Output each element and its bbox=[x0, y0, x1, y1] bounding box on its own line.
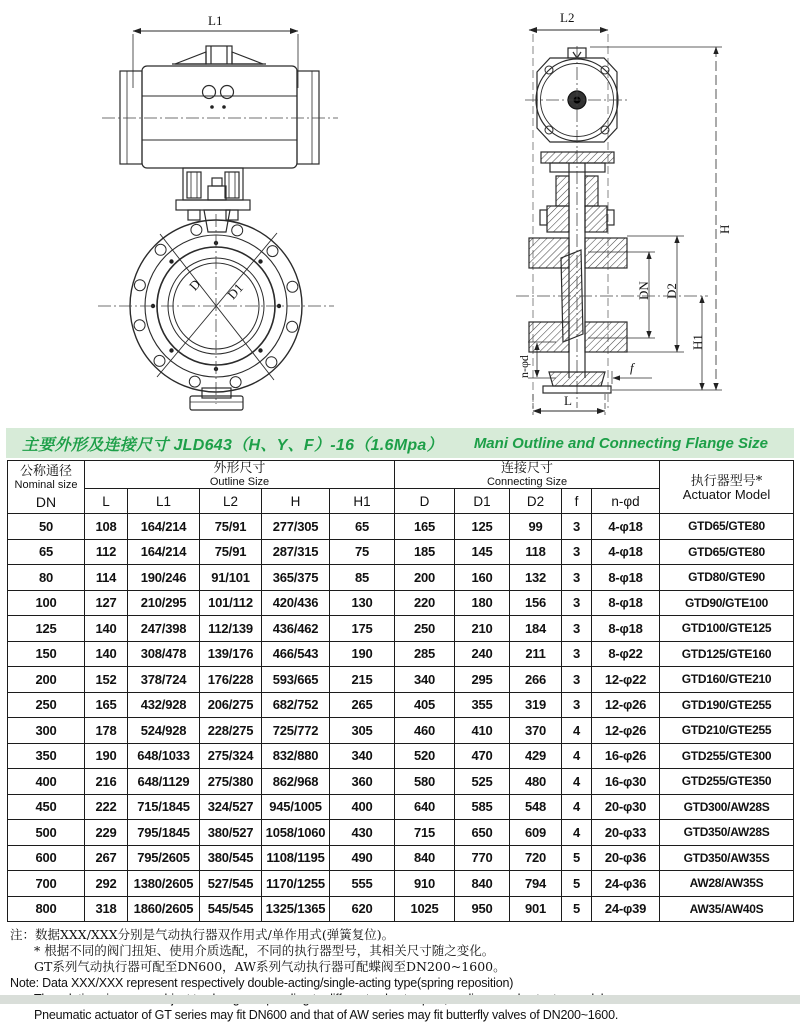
table-cell: 1325/1365 bbox=[262, 896, 330, 922]
table-cell: 555 bbox=[330, 871, 395, 897]
table-cell: 4 bbox=[562, 718, 592, 744]
cell-dn: 200 bbox=[8, 667, 85, 693]
table-cell: 190 bbox=[330, 641, 395, 667]
table-row bbox=[8, 871, 794, 897]
page-bottom-strip bbox=[0, 995, 800, 1004]
table-cell: 152 bbox=[85, 667, 128, 693]
table-cell: 75/91 bbox=[200, 539, 262, 565]
table-cell: 400 bbox=[330, 794, 395, 820]
cell-actuator-model: GTD80/GTE90 bbox=[660, 565, 794, 591]
table-cell: 720 bbox=[510, 845, 562, 871]
outline-size-cn: 外形尺寸 bbox=[213, 461, 266, 476]
col-header-l1: L1 bbox=[128, 489, 200, 514]
dim-label-f: f bbox=[630, 360, 634, 375]
table-cell: 210 bbox=[455, 616, 510, 642]
dim-label-d: D bbox=[185, 276, 204, 294]
table-cell: 480 bbox=[510, 769, 562, 795]
table-cell: 180 bbox=[455, 590, 510, 616]
table-cell: 285 bbox=[395, 641, 455, 667]
table-cell: 3 bbox=[562, 667, 592, 693]
table-cell: 185 bbox=[395, 539, 455, 565]
table-cell: 593/665 bbox=[262, 667, 330, 693]
table-cell: 5 bbox=[562, 845, 592, 871]
cell-actuator-model: GTD350/AW35S bbox=[660, 845, 794, 871]
table-cell: 650 bbox=[455, 820, 510, 846]
table-cell: 490 bbox=[330, 845, 395, 871]
cell-actuator-model: AW35/AW40S bbox=[660, 896, 794, 922]
valve-front-view-drawing bbox=[98, 13, 338, 410]
table-cell: 429 bbox=[510, 743, 562, 769]
note-cn-3: GT系列气动执行器可配至DN600，AW系列气动执行器可配蝶阀至DN200~1600。 bbox=[34, 959, 506, 974]
table-cell: 108 bbox=[85, 514, 128, 540]
col-group-outline-size bbox=[85, 461, 395, 489]
table-cell: 266 bbox=[510, 667, 562, 693]
table-cell: 1108/1195 bbox=[262, 845, 330, 871]
table-cell: 545/545 bbox=[200, 896, 262, 922]
cell-dn: 800 bbox=[8, 896, 85, 922]
nominal-size-cn: 公称通径 bbox=[19, 463, 72, 479]
cell-dn: 700 bbox=[8, 871, 85, 897]
table-cell: 16-φ30 bbox=[592, 769, 660, 795]
table-cell: 75 bbox=[330, 539, 395, 565]
col-header-h: H bbox=[262, 489, 330, 514]
table-cell: 4-φ18 bbox=[592, 539, 660, 565]
dimension-table-body bbox=[8, 514, 794, 922]
cell-actuator-model: GTD350/AW28S bbox=[660, 820, 794, 846]
table-cell: 648/1033 bbox=[128, 743, 200, 769]
table-cell: 99 bbox=[510, 514, 562, 540]
table-cell: 355 bbox=[455, 692, 510, 718]
cell-actuator-model: GTD65/GTE80 bbox=[660, 539, 794, 565]
table-cell: 648/1129 bbox=[128, 769, 200, 795]
table-cell: 410 bbox=[455, 718, 510, 744]
table-cell: 580 bbox=[395, 769, 455, 795]
table-cell: 910 bbox=[395, 871, 455, 897]
table-cell: 215 bbox=[330, 667, 395, 693]
table-row bbox=[8, 820, 794, 846]
table-cell: 118 bbox=[510, 539, 562, 565]
table-cell: 520 bbox=[395, 743, 455, 769]
table-cell: 319 bbox=[510, 692, 562, 718]
table-cell: 4 bbox=[562, 743, 592, 769]
outline-size-en: Outline Size bbox=[209, 476, 270, 488]
table-cell: 715/1845 bbox=[128, 794, 200, 820]
table-cell: 3 bbox=[562, 641, 592, 667]
table-cell: 770 bbox=[455, 845, 510, 871]
table-cell: 164/214 bbox=[128, 539, 200, 565]
table-cell: 725/772 bbox=[262, 718, 330, 744]
table-cell: 430 bbox=[330, 820, 395, 846]
table-cell: 139/176 bbox=[200, 641, 262, 667]
cell-dn: 500 bbox=[8, 820, 85, 846]
table-row bbox=[8, 616, 794, 642]
table-cell: 324/527 bbox=[200, 794, 262, 820]
table-cell: 3 bbox=[562, 692, 592, 718]
note-cn-1: 注：数据XXX/XXX分别是气动执行器双作用式/单作用式(弹簧复位)。 bbox=[10, 927, 395, 942]
section-title-cn: 主要外形及连接尺寸 JLD643（H、Y、F）-16（1.6Mpa） bbox=[22, 436, 443, 454]
section-title-bar bbox=[6, 428, 794, 458]
cell-actuator-model: GTD300/AW28S bbox=[660, 794, 794, 820]
table-cell: 340 bbox=[395, 667, 455, 693]
note-en-1: Note: Data XXX/XXX represent respectively double-acting/single-acting type(spring reposition) bbox=[10, 976, 514, 990]
table-cell: 609 bbox=[510, 820, 562, 846]
table-cell: 24-φ36 bbox=[592, 871, 660, 897]
table-cell: 65 bbox=[330, 514, 395, 540]
table-cell: 12-φ26 bbox=[592, 718, 660, 744]
table-cell: 12-φ22 bbox=[592, 667, 660, 693]
table-cell: 365/375 bbox=[262, 565, 330, 591]
col-header-d1: D1 bbox=[455, 489, 510, 514]
technical-drawings bbox=[0, 0, 800, 428]
table-cell: 840 bbox=[395, 845, 455, 871]
cell-actuator-model: GTD65/GTE80 bbox=[660, 514, 794, 540]
table-cell: 24-φ39 bbox=[592, 896, 660, 922]
table-cell: 432/928 bbox=[128, 692, 200, 718]
table-cell: 91/101 bbox=[200, 565, 262, 591]
table-cell: 229 bbox=[85, 820, 128, 846]
table-cell: 640 bbox=[395, 794, 455, 820]
table-cell: 1025 bbox=[395, 896, 455, 922]
table-cell: 247/398 bbox=[128, 616, 200, 642]
col-header-nominal-size bbox=[8, 461, 85, 514]
cell-dn: 65 bbox=[8, 539, 85, 565]
cell-dn: 400 bbox=[8, 769, 85, 795]
table-cell: 832/880 bbox=[262, 743, 330, 769]
table-cell: 4 bbox=[562, 769, 592, 795]
table-cell: 3 bbox=[562, 590, 592, 616]
dimension-table bbox=[7, 460, 794, 922]
table-cell: 114 bbox=[85, 565, 128, 591]
cell-actuator-model: AW28/AW35S bbox=[660, 871, 794, 897]
table-cell: 370 bbox=[510, 718, 562, 744]
table-cell: 101/112 bbox=[200, 590, 262, 616]
table-cell: 277/305 bbox=[262, 514, 330, 540]
table-cell: 190/246 bbox=[128, 565, 200, 591]
table-cell: 527/545 bbox=[200, 871, 262, 897]
table-cell: 3 bbox=[562, 514, 592, 540]
col-header-l2: L2 bbox=[200, 489, 262, 514]
table-cell: 140 bbox=[85, 616, 128, 642]
col-header-h1: H1 bbox=[330, 489, 395, 514]
table-cell: 8-φ18 bbox=[592, 590, 660, 616]
table-cell: 164/214 bbox=[128, 514, 200, 540]
table-cell: 5 bbox=[562, 896, 592, 922]
table-cell: 715 bbox=[395, 820, 455, 846]
dim-label-d1: D1 bbox=[224, 280, 247, 303]
dim-label-d2: D2 bbox=[664, 283, 679, 299]
table-row bbox=[8, 667, 794, 693]
table-cell: 287/315 bbox=[262, 539, 330, 565]
cell-dn: 100 bbox=[8, 590, 85, 616]
table-cell: 318 bbox=[85, 896, 128, 922]
table-cell: 4 bbox=[562, 820, 592, 846]
table-row bbox=[8, 769, 794, 795]
col-header-actuator-model bbox=[660, 461, 794, 514]
dim-label-l2: L2 bbox=[560, 10, 575, 25]
table-cell: 175 bbox=[330, 616, 395, 642]
table-cell: 436/462 bbox=[262, 616, 330, 642]
table-cell: 140 bbox=[85, 641, 128, 667]
valve-drawings-svg bbox=[0, 0, 800, 428]
table-cell: 20-φ30 bbox=[592, 794, 660, 820]
table-cell: 1170/1255 bbox=[262, 871, 330, 897]
table-row bbox=[8, 514, 794, 540]
note-cn-2: * 根据不同的阀门扭矩、使用介质选配，不同的执行器型号，其相关尺寸随之变化。 bbox=[34, 943, 495, 958]
dim-label-l: L bbox=[564, 393, 572, 408]
table-cell: 184 bbox=[510, 616, 562, 642]
table-cell: 901 bbox=[510, 896, 562, 922]
table-cell: 132 bbox=[510, 565, 562, 591]
table-cell: 405 bbox=[395, 692, 455, 718]
table-cell: 275/324 bbox=[200, 743, 262, 769]
table-cell: 795/1845 bbox=[128, 820, 200, 846]
table-cell: 460 bbox=[395, 718, 455, 744]
table-cell: 8-φ18 bbox=[592, 616, 660, 642]
dim-label-h1: H1 bbox=[690, 334, 705, 350]
table-cell: 1380/2605 bbox=[128, 871, 200, 897]
col-header-f: f bbox=[562, 489, 592, 514]
cell-dn: 125 bbox=[8, 616, 85, 642]
table-cell: 950 bbox=[455, 896, 510, 922]
table-cell: 340 bbox=[330, 743, 395, 769]
table-cell: 3 bbox=[562, 565, 592, 591]
cell-actuator-model: GTD160/GTE210 bbox=[660, 667, 794, 693]
table-cell: 220 bbox=[395, 590, 455, 616]
cell-dn: 350 bbox=[8, 743, 85, 769]
table-cell: 292 bbox=[85, 871, 128, 897]
table-row bbox=[8, 565, 794, 591]
table-cell: 308/478 bbox=[128, 641, 200, 667]
table-cell: 840 bbox=[455, 871, 510, 897]
actuator-model-cn: 执行器型号* bbox=[690, 473, 763, 489]
table-cell: 85 bbox=[330, 565, 395, 591]
cell-actuator-model: GTD90/GTE100 bbox=[660, 590, 794, 616]
valve-section-drawing bbox=[516, 10, 732, 415]
note-en-3: Pneumatic actuator of GT series may fit DN600 and that of AW series may fit butterfly valves of DN200~1600. bbox=[34, 1008, 619, 1022]
cell-dn: 150 bbox=[8, 641, 85, 667]
cell-actuator-model: GTD255/GTE350 bbox=[660, 769, 794, 795]
table-cell: 20-φ36 bbox=[592, 845, 660, 871]
table-cell: 4-φ18 bbox=[592, 514, 660, 540]
table-cell: 8-φ18 bbox=[592, 565, 660, 591]
table-cell: 16-φ26 bbox=[592, 743, 660, 769]
table-cell: 190 bbox=[85, 743, 128, 769]
cell-actuator-model: GTD190/GTE255 bbox=[660, 692, 794, 718]
dim-label-l1: L1 bbox=[208, 13, 223, 28]
table-cell: 795/2605 bbox=[128, 845, 200, 871]
table-cell: 470 bbox=[455, 743, 510, 769]
table-cell: 200 bbox=[395, 565, 455, 591]
table-cell: 4 bbox=[562, 794, 592, 820]
table-cell: 3 bbox=[562, 539, 592, 565]
table-cell: 216 bbox=[85, 769, 128, 795]
table-row bbox=[8, 718, 794, 744]
table-cell: 380/527 bbox=[200, 820, 262, 846]
col-header-n-φd: n-φd bbox=[592, 489, 660, 514]
dim-label-n-phi-d: n-φd bbox=[517, 355, 531, 378]
table-cell: 75/91 bbox=[200, 514, 262, 540]
table-cell: 125 bbox=[455, 514, 510, 540]
table-row bbox=[8, 641, 794, 667]
table-row bbox=[8, 896, 794, 922]
table-cell: 524/928 bbox=[128, 718, 200, 744]
table-cell: 160 bbox=[455, 565, 510, 591]
table-cell: 360 bbox=[330, 769, 395, 795]
table-cell: 420/436 bbox=[262, 590, 330, 616]
table-cell: 112 bbox=[85, 539, 128, 565]
table-cell: 12-φ26 bbox=[592, 692, 660, 718]
table-cell: 206/275 bbox=[200, 692, 262, 718]
table-cell: 380/545 bbox=[200, 845, 262, 871]
table-cell: 5 bbox=[562, 871, 592, 897]
cell-dn: 300 bbox=[8, 718, 85, 744]
table-cell: 165 bbox=[395, 514, 455, 540]
nominal-size-dn: DN bbox=[35, 493, 57, 510]
table-cell: 794 bbox=[510, 871, 562, 897]
table-cell: 466/543 bbox=[262, 641, 330, 667]
table-cell: 265 bbox=[330, 692, 395, 718]
table-row bbox=[8, 590, 794, 616]
table-cell: 250 bbox=[395, 616, 455, 642]
table-cell: 525 bbox=[455, 769, 510, 795]
cell-dn: 250 bbox=[8, 692, 85, 718]
table-row bbox=[8, 845, 794, 871]
col-header-d2: D2 bbox=[510, 489, 562, 514]
cell-dn: 50 bbox=[8, 514, 85, 540]
table-cell: 8-φ22 bbox=[592, 641, 660, 667]
connecting-size-en: Connecting Size bbox=[486, 476, 568, 488]
section-title-en: Mani Outline and Connecting Flange Size bbox=[473, 434, 768, 452]
table-cell: 165 bbox=[85, 692, 128, 718]
table-cell: 130 bbox=[330, 590, 395, 616]
cell-actuator-model: GTD100/GTE125 bbox=[660, 616, 794, 642]
table-cell: 862/968 bbox=[262, 769, 330, 795]
table-cell: 127 bbox=[85, 590, 128, 616]
dim-label-dn: DN bbox=[636, 281, 651, 300]
table-cell: 211 bbox=[510, 641, 562, 667]
table-cell: 378/724 bbox=[128, 667, 200, 693]
connecting-size-cn: 连接尺寸 bbox=[501, 461, 554, 476]
table-cell: 548 bbox=[510, 794, 562, 820]
table-cell: 240 bbox=[455, 641, 510, 667]
table-row bbox=[8, 794, 794, 820]
table-cell: 275/380 bbox=[200, 769, 262, 795]
table-cell: 585 bbox=[455, 794, 510, 820]
table-cell: 20-φ33 bbox=[592, 820, 660, 846]
table-cell: 145 bbox=[455, 539, 510, 565]
table-row bbox=[8, 743, 794, 769]
notes-block bbox=[10, 927, 800, 1023]
table-cell: 3 bbox=[562, 616, 592, 642]
cell-dn: 600 bbox=[8, 845, 85, 871]
col-group-connecting-size bbox=[395, 461, 660, 489]
col-header-d: D bbox=[395, 489, 455, 514]
table-cell: 682/752 bbox=[262, 692, 330, 718]
actuator-model-en: Actuator Model bbox=[682, 486, 771, 502]
table-row bbox=[8, 692, 794, 718]
cell-actuator-model: GTD210/GTE255 bbox=[660, 718, 794, 744]
nominal-size-en: Nominal size bbox=[14, 478, 78, 491]
table-cell: 156 bbox=[510, 590, 562, 616]
table-cell: 1860/2605 bbox=[128, 896, 200, 922]
table-cell: 112/139 bbox=[200, 616, 262, 642]
table-cell: 267 bbox=[85, 845, 128, 871]
table-cell: 295 bbox=[455, 667, 510, 693]
table-cell: 1058/1060 bbox=[262, 820, 330, 846]
table-cell: 210/295 bbox=[128, 590, 200, 616]
col-header-l: L bbox=[85, 489, 128, 514]
dim-label-h: H bbox=[717, 224, 732, 234]
table-cell: 305 bbox=[330, 718, 395, 744]
table-row bbox=[8, 539, 794, 565]
table-cell: 945/1005 bbox=[262, 794, 330, 820]
table-cell: 176/228 bbox=[200, 667, 262, 693]
cell-dn: 450 bbox=[8, 794, 85, 820]
cell-actuator-model: GTD255/GTE300 bbox=[660, 743, 794, 769]
cell-actuator-model: GTD125/GTE160 bbox=[660, 641, 794, 667]
cell-dn: 80 bbox=[8, 565, 85, 591]
table-cell: 620 bbox=[330, 896, 395, 922]
table-cell: 228/275 bbox=[200, 718, 262, 744]
header-row-groups bbox=[8, 461, 794, 489]
table-cell: 178 bbox=[85, 718, 128, 744]
table-cell: 222 bbox=[85, 794, 128, 820]
